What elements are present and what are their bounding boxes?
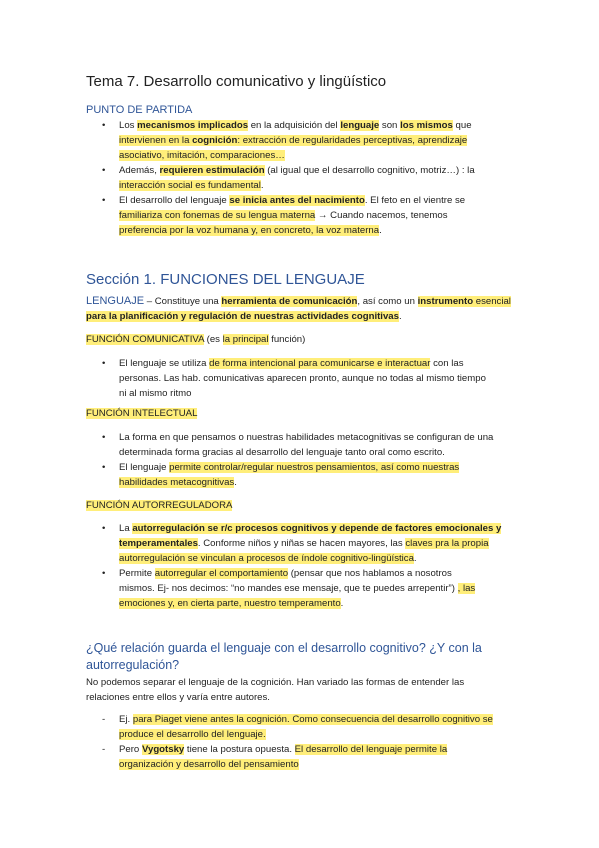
list-item: - Ej. para Piaget viene antes la cognición. Como consecuencia del desarrollo cognitivo se produce el desarrollo del lenguaje. [102, 714, 493, 740]
bullet-icon: • [102, 358, 106, 369]
list-item: • El lenguaje permite controlar/regular nuestros pensamientos, así como nuestras habilidades metacognitivas. [102, 462, 460, 488]
bullet-icon: • [102, 568, 106, 579]
funcion-comunicativa-label: FUNCIÓN COMUNICATIVA (es la principal función) [86, 334, 306, 345]
intelectual-list [86, 430, 516, 490]
bullet-icon: • [102, 165, 106, 176]
question-dash-list [86, 712, 516, 772]
autorreguladora-list [86, 521, 516, 611]
funcion-intelectual-label: FUNCIÓN INTELECTUAL [86, 408, 198, 419]
comunicativa-list [86, 356, 516, 401]
funcion-autorreguladora-label: FUNCIÓN AUTORREGULADORA [86, 500, 233, 511]
bullet-icon: • [102, 195, 106, 206]
bullet-icon: • [102, 462, 106, 473]
question-paragraph: No podemos separar el lenguaje de la cognición. Han variado las formas de entender las relaciones entre ellos y varía entre autores. [86, 677, 465, 703]
bullet-icon: • [102, 523, 106, 534]
dash-icon: - [102, 714, 106, 725]
question-heading: ¿Qué relación guarda el lenguaje con el desarrollo cognitivo? ¿Y con la autorregulación? [86, 641, 482, 672]
bullet-icon: • [102, 432, 106, 443]
list-item: • La autorregulación se r/c procesos cognitivos y depende de factores emocionales y temperamentales. Conforme niños y niñas se hacen mayores, las claves pra la propia autorregulación se vinculan a procesos de índole cognitivo-lingüística. [102, 523, 502, 564]
list-item: • La forma en que pensamos o nuestras habilidades metacognitivas se configuran de una determinada forma gracias al desarrollo del lenguaje tanto oral como escrito. [102, 432, 494, 458]
punto-list [86, 118, 516, 238]
page-title: Tema 7. Desarrollo comunicativo y lingüístico [86, 73, 387, 90]
lenguaje-paragraph: LENGUAJE – Constituye una herramienta de comunicación, así como un instrumento esencial para la planificación y regulación de nuestras actividades cognitivas. [86, 295, 511, 322]
bullet-icon: • [102, 120, 106, 131]
list-item: • El lenguaje se utiliza de forma intencional para comunicarse e interactuar con las personas. Las hab. comunicativas aparecen pronto, aunque no todas al mismo tiempo ni al mismo ritmo [102, 358, 486, 399]
punto-heading: PUNTO DE PARTIDA [86, 104, 193, 116]
list-item: • El desarrollo del lenguaje se inicia antes del nacimiento. El feto en el vientre se familiariza con fonemas de su lengua materna → Cuando nacemos, tenemos preferencia por la voz humana y, en concreto, la voz materna. [102, 195, 466, 236]
list-item: • Además, requieren estimulación (al igual que el desarrollo cognitivo, motriz…) : la interacción social es fundamental. [102, 165, 475, 191]
section-heading: Sección 1. FUNCIONES DEL LENGUAJE [86, 271, 365, 288]
list-item: • Los mecanismos implicados en la adquisición del lenguaje son los mismos que intervienen en la cognición: extracción de regularidades perceptivas, aprendizaje asociativo, imitación, comparaciones… [102, 120, 472, 161]
list-item: - Pero Vygotsky tiene la postura opuesta. El desarrollo del lenguaje permite la organización y desarrollo del pensamiento [102, 744, 448, 770]
list-item: • Permite autorregular el comportamiento (pensar que nos hablamos a nosotros mismos. Ej- nos decimos: “no mandes ese mensaje, que te puedes arrepentir”) , las emociones y, en cierta parte, nuestro temperamento. [102, 568, 476, 609]
dash-icon: - [102, 744, 106, 755]
